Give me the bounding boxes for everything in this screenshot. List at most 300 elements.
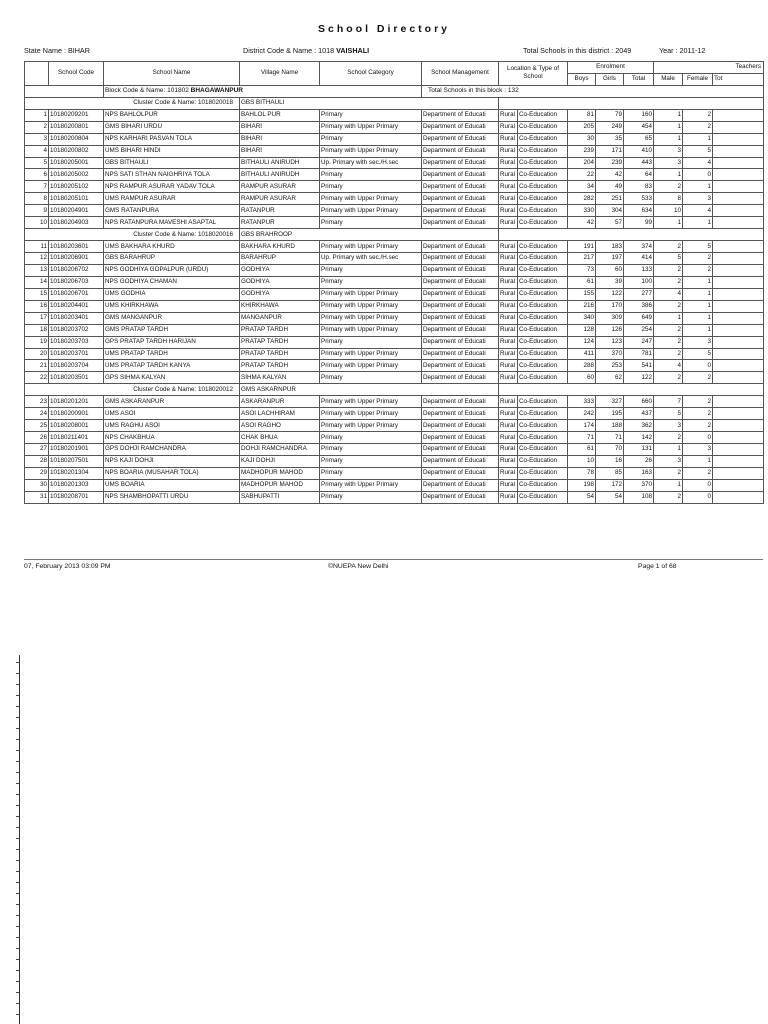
location: Rural: [499, 312, 518, 324]
male-teachers: 2: [654, 324, 683, 336]
school-management: Department of Educati: [422, 324, 499, 336]
teachers-total-cell: [713, 432, 764, 444]
school-category: Primary: [320, 336, 422, 348]
total: 99: [624, 217, 654, 229]
total: 108: [624, 491, 654, 503]
female-teachers: 3: [683, 336, 713, 348]
location: Rural: [499, 348, 518, 360]
female-teachers: 2: [683, 420, 713, 432]
school-category: Primary with Upper Primary: [320, 479, 422, 491]
boys: 61: [568, 276, 596, 288]
scan-tick: [16, 816, 19, 817]
location: Rural: [499, 455, 518, 467]
row-serial: 17: [25, 312, 49, 324]
teachers-total-cell: [713, 455, 764, 467]
female-teachers: 4: [683, 205, 713, 217]
row-serial: 7: [25, 181, 49, 193]
table-row: [25, 491, 764, 503]
block-total-schools: Total Schools in this block : 132: [428, 87, 519, 95]
block-name: BHAGAWANPUR: [190, 87, 244, 95]
table-row: [25, 276, 764, 288]
school-category: Primary: [320, 491, 422, 503]
teachers-total-cell: [713, 217, 764, 229]
table-row: [25, 432, 764, 444]
row-serial: 5: [25, 157, 49, 169]
cluster-label: Cluster Code & Name: 1018020012: [25, 384, 240, 396]
male-teachers: 2: [654, 276, 683, 288]
boys: 34: [568, 181, 596, 193]
school-type: Co-Education: [518, 181, 568, 193]
school-code: 10180203601: [49, 241, 104, 253]
total: 410: [624, 145, 654, 157]
school-type: Co-Education: [518, 372, 568, 384]
header-female: Female: [683, 73, 713, 85]
female-teachers: 3: [683, 193, 713, 205]
row-serial: 19: [25, 336, 49, 348]
location: Rural: [499, 145, 518, 157]
village-name: ASOI RAGHO: [240, 420, 320, 432]
school-management: Department of Educati: [422, 169, 499, 181]
scan-tick: [16, 695, 19, 696]
total: 160: [624, 109, 654, 121]
school-name: UMS GODHIA: [104, 288, 240, 300]
school-name: NPS GODHIYA GOPALPUR (URDU): [104, 264, 240, 276]
location: Rural: [499, 253, 518, 265]
male-teachers: 1: [654, 444, 683, 456]
school-management: Department of Educati: [422, 396, 499, 408]
table-row: [25, 241, 764, 253]
teachers-total-cell: [713, 109, 764, 121]
female-teachers: 2: [683, 372, 713, 384]
total: 649: [624, 312, 654, 324]
school-type: Co-Education: [518, 312, 568, 324]
girls: 71: [596, 432, 624, 444]
boys: 155: [568, 288, 596, 300]
male-teachers: 2: [654, 372, 683, 384]
boys: 42: [568, 217, 596, 229]
location: Rural: [499, 300, 518, 312]
total: 277: [624, 288, 654, 300]
table-row: [25, 455, 764, 467]
row-serial: 6: [25, 169, 49, 181]
school-code: 10180203703: [49, 336, 104, 348]
total: 541: [624, 360, 654, 372]
row-serial: 25: [25, 420, 49, 432]
header-school-category: School Category: [320, 62, 422, 86]
male-teachers: 2: [654, 241, 683, 253]
female-teachers: 0: [683, 360, 713, 372]
male-teachers: 1: [654, 169, 683, 181]
scan-tick: [16, 904, 19, 905]
male-teachers: 7: [654, 396, 683, 408]
row-serial: 20: [25, 348, 49, 360]
teachers-total-cell: [713, 479, 764, 491]
teachers-total-cell: [713, 169, 764, 181]
school-name: UMS PRATAP TARDH: [104, 348, 240, 360]
header-school-name: School Name: [104, 62, 240, 86]
school-code: 10180201201: [49, 396, 104, 408]
teachers-total-cell: [713, 372, 764, 384]
school-code: 10180208001: [49, 420, 104, 432]
school-code: 10180201304: [49, 467, 104, 479]
table-row: [25, 324, 764, 336]
row-serial: 11: [25, 241, 49, 253]
school-management: Department of Educati: [422, 432, 499, 444]
girls: 122: [596, 288, 624, 300]
school-category: Primary: [320, 133, 422, 145]
scan-tick: [16, 838, 19, 839]
girls: 188: [596, 420, 624, 432]
location: Rural: [499, 241, 518, 253]
school-category: Up. Primary with sec./H.sec: [320, 253, 422, 265]
female-teachers: 0: [683, 491, 713, 503]
school-management: Department of Educati: [422, 193, 499, 205]
school-management: Department of Educati: [422, 491, 499, 503]
row-serial: 14: [25, 276, 49, 288]
cluster-header-row: [25, 229, 764, 241]
school-management: Department of Educati: [422, 288, 499, 300]
girls: 60: [596, 264, 624, 276]
row-serial: 3: [25, 133, 49, 145]
academic-year: Year : 2011-12: [659, 46, 706, 55]
village-name: KHIRKHAWA: [240, 300, 320, 312]
school-category: Primary with Upper Primary: [320, 396, 422, 408]
school-code: 10180206901: [49, 253, 104, 265]
school-name: UMS KHIRKHAWA: [104, 300, 240, 312]
school-management: Department of Educati: [422, 312, 499, 324]
school-type: Co-Education: [518, 408, 568, 420]
girls: 251: [596, 193, 624, 205]
school-management: Department of Educati: [422, 121, 499, 133]
female-teachers: 3: [683, 444, 713, 456]
boys: 217: [568, 253, 596, 265]
school-name: UMS RAMPUR ASURAR: [104, 193, 240, 205]
male-teachers: 2: [654, 467, 683, 479]
school-type: Co-Education: [518, 432, 568, 444]
scan-tick: [16, 1003, 19, 1004]
school-name: UMS PRATAP TARDH KANYA: [104, 360, 240, 372]
female-teachers: 1: [683, 455, 713, 467]
girls: 370: [596, 348, 624, 360]
female-teachers: 1: [683, 312, 713, 324]
school-name: GMS BIHARI URDU: [104, 121, 240, 133]
location: Rural: [499, 133, 518, 145]
footer-credit: ©NUEPA New Delhi: [328, 563, 389, 570]
female-teachers: 0: [683, 479, 713, 491]
girls: 70: [596, 444, 624, 456]
male-teachers: 3: [654, 157, 683, 169]
village-name: DOHJI RAMCHANDRA: [240, 444, 320, 456]
total: 65: [624, 133, 654, 145]
girls: 249: [596, 121, 624, 133]
school-code: 10180205002: [49, 169, 104, 181]
location: Rural: [499, 432, 518, 444]
school-management: Department of Educati: [422, 217, 499, 229]
school-category: Primary: [320, 444, 422, 456]
school-name: UMS BIHARI HINDI: [104, 145, 240, 157]
male-teachers: 4: [654, 360, 683, 372]
school-name: NPS GODHIYA CHAMAN: [104, 276, 240, 288]
school-name: NPS KAJI DOHJI: [104, 455, 240, 467]
total: 131: [624, 444, 654, 456]
total: 414: [624, 253, 654, 265]
table-row: [25, 360, 764, 372]
school-management: Department of Educati: [422, 205, 499, 217]
female-teachers: 1: [683, 300, 713, 312]
location: Rural: [499, 324, 518, 336]
girls: 195: [596, 408, 624, 420]
school-category: Primary: [320, 276, 422, 288]
school-type: Co-Education: [518, 420, 568, 432]
total: 254: [624, 324, 654, 336]
boys: 78: [568, 467, 596, 479]
school-management: Department of Educati: [422, 157, 499, 169]
school-name: GPS DOHJI RAMCHANDRA: [104, 444, 240, 456]
male-teachers: 2: [654, 300, 683, 312]
village-name: SIHMA KALYAN: [240, 372, 320, 384]
cluster-name: GBS BITHAULI: [240, 97, 499, 109]
total: 133: [624, 264, 654, 276]
total: 370: [624, 479, 654, 491]
school-type: Co-Education: [518, 121, 568, 133]
boys: 340: [568, 312, 596, 324]
male-teachers: 2: [654, 336, 683, 348]
female-teachers: 1: [683, 181, 713, 193]
teachers-total-cell: [713, 396, 764, 408]
state-name: State Name : BIHAR: [24, 46, 90, 55]
male-teachers: 1: [654, 109, 683, 121]
male-teachers: 1: [654, 133, 683, 145]
village-name: SABHUPATTI: [240, 491, 320, 503]
teachers-total-cell: [713, 312, 764, 324]
school-type: Co-Education: [518, 360, 568, 372]
table-row: [25, 109, 764, 121]
location: Rural: [499, 276, 518, 288]
school-name: NPS CHAKBHUA: [104, 432, 240, 444]
male-teachers: 3: [654, 455, 683, 467]
school-name: NPS BAHLOLPUR: [104, 109, 240, 121]
table-row: [25, 420, 764, 432]
header-male: Male: [654, 73, 683, 85]
school-type: Co-Education: [518, 241, 568, 253]
boys: 288: [568, 360, 596, 372]
school-name: NPS SATI STHAN NAIGHRIYA TOLA: [104, 169, 240, 181]
school-code: 10180203701: [49, 348, 104, 360]
total: 634: [624, 205, 654, 217]
table-row: [25, 372, 764, 384]
boys: 204: [568, 157, 596, 169]
location: Rural: [499, 264, 518, 276]
village-name: BIHARI: [240, 133, 320, 145]
school-category: Primary with Upper Primary: [320, 288, 422, 300]
female-teachers: 2: [683, 467, 713, 479]
school-category: Primary: [320, 432, 422, 444]
female-teachers: 5: [683, 145, 713, 157]
header-location-type: Location & Type of School: [499, 62, 568, 86]
header-girls: Girls: [596, 73, 624, 85]
teachers-total-cell: [713, 324, 764, 336]
total: 122: [624, 372, 654, 384]
male-teachers: 2: [654, 491, 683, 503]
school-name: UMS BAKHARA KHURD: [104, 241, 240, 253]
village-name: PRATAP TARDH: [240, 360, 320, 372]
male-teachers: 4: [654, 288, 683, 300]
school-type: Co-Education: [518, 467, 568, 479]
village-name: MANGANPUR: [240, 312, 320, 324]
school-name: GPS PRATAP TARDH HARIJAN: [104, 336, 240, 348]
girls: 123: [596, 336, 624, 348]
boys: 61: [568, 444, 596, 456]
row-serial: 30: [25, 479, 49, 491]
row-serial: 4: [25, 145, 49, 157]
male-teachers: 1: [654, 217, 683, 229]
total: 443: [624, 157, 654, 169]
school-type: Co-Education: [518, 169, 568, 181]
school-type: Co-Education: [518, 193, 568, 205]
location: Rural: [499, 336, 518, 348]
school-category: Primary: [320, 169, 422, 181]
row-serial: 15: [25, 288, 49, 300]
school-management: Department of Educati: [422, 360, 499, 372]
school-management: Department of Educati: [422, 253, 499, 265]
table-row: [25, 479, 764, 491]
boys: 128: [568, 324, 596, 336]
cluster-header-row: [25, 384, 764, 396]
school-management: Department of Educati: [422, 145, 499, 157]
boys: 411: [568, 348, 596, 360]
total: 26: [624, 455, 654, 467]
school-management: Department of Educati: [422, 467, 499, 479]
female-teachers: 2: [683, 408, 713, 420]
school-code: 10180204901: [49, 205, 104, 217]
school-type: Co-Education: [518, 479, 568, 491]
total: 660: [624, 396, 654, 408]
school-category: Primary with Upper Primary: [320, 408, 422, 420]
village-name: ASOI LACHHIRAM: [240, 408, 320, 420]
total: 437: [624, 408, 654, 420]
male-teachers: 3: [654, 420, 683, 432]
girls: 57: [596, 217, 624, 229]
footer-rule: [24, 559, 763, 560]
school-name: GMS MANGANPUR: [104, 312, 240, 324]
school-category: Primary with Upper Primary: [320, 312, 422, 324]
school-category: Primary: [320, 455, 422, 467]
table-row: [25, 193, 764, 205]
district-name: VAISHALI: [336, 46, 370, 55]
girls: 171: [596, 145, 624, 157]
school-management: Department of Educati: [422, 444, 499, 456]
girls: 309: [596, 312, 624, 324]
footer-page-number: Page 1 of 68: [638, 563, 677, 570]
row-serial: 28: [25, 455, 49, 467]
cluster-name: GMS ASKARNPUR: [240, 384, 499, 396]
district-label: District Code & Name : 1018: [243, 46, 337, 55]
school-code: 10180200901: [49, 408, 104, 420]
girls: 183: [596, 241, 624, 253]
row-serial: 23: [25, 396, 49, 408]
table-row: [25, 444, 764, 456]
total: 362: [624, 420, 654, 432]
row-serial: 1: [25, 109, 49, 121]
header-teachers-total: Tot: [713, 73, 764, 85]
boys: 60: [568, 372, 596, 384]
school-category: Primary: [320, 181, 422, 193]
cluster-label: Cluster Code & Name: 1018020016: [25, 229, 240, 241]
school-category: Primary with Upper Primary: [320, 324, 422, 336]
scan-tick: [16, 827, 19, 828]
girls: 304: [596, 205, 624, 217]
table-row: [25, 348, 764, 360]
location: Rural: [499, 372, 518, 384]
total: 83: [624, 181, 654, 193]
location: Rural: [499, 360, 518, 372]
scan-tick: [16, 849, 19, 850]
school-type: Co-Education: [518, 264, 568, 276]
male-teachers: 2: [654, 181, 683, 193]
female-teachers: 2: [683, 396, 713, 408]
school-type: Co-Education: [518, 444, 568, 456]
female-teachers: 1: [683, 133, 713, 145]
school-management: Department of Educati: [422, 181, 499, 193]
scan-tick: [16, 981, 19, 982]
female-teachers: 1: [683, 276, 713, 288]
school-category: Primary with Upper Primary: [320, 193, 422, 205]
girls: 253: [596, 360, 624, 372]
row-serial: 8: [25, 193, 49, 205]
header-school-management: School Management: [422, 62, 499, 86]
scan-tick: [16, 893, 19, 894]
teachers-total-cell: [713, 336, 764, 348]
scan-tick: [16, 915, 19, 916]
male-teachers: 10: [654, 205, 683, 217]
village-name: RATANPUR: [240, 217, 320, 229]
village-name: GODHIYA: [240, 276, 320, 288]
teachers-total-cell: [713, 193, 764, 205]
scan-tick: [16, 761, 19, 762]
female-teachers: 0: [683, 169, 713, 181]
village-name: GODHIYA: [240, 288, 320, 300]
male-teachers: 3: [654, 145, 683, 157]
school-name: NPS SHAMBHOPATTI URDU: [104, 491, 240, 503]
boys: 333: [568, 396, 596, 408]
female-teachers: 2: [683, 264, 713, 276]
school-type: Co-Education: [518, 145, 568, 157]
school-name: NPS BOARIA (MUSAHAR TOLA): [104, 467, 240, 479]
girls: 126: [596, 324, 624, 336]
girls: 54: [596, 491, 624, 503]
school-category: Primary: [320, 264, 422, 276]
location: Rural: [499, 109, 518, 121]
school-management: Department of Educati: [422, 241, 499, 253]
row-serial: 24: [25, 408, 49, 420]
school-type: Co-Education: [518, 491, 568, 503]
location: Rural: [499, 217, 518, 229]
location: Rural: [499, 491, 518, 503]
female-teachers: 2: [683, 121, 713, 133]
row-serial: 31: [25, 491, 49, 503]
girls: 35: [596, 133, 624, 145]
village-name: RATANPUR: [240, 205, 320, 217]
scan-margin-line: [19, 655, 20, 1024]
header-boys: Boys: [568, 73, 596, 85]
girls: 172: [596, 479, 624, 491]
female-teachers: 2: [683, 253, 713, 265]
teachers-total-cell: [713, 444, 764, 456]
school-type: Co-Education: [518, 348, 568, 360]
scan-tick: [16, 882, 19, 883]
table-row: [25, 288, 764, 300]
boys: 174: [568, 420, 596, 432]
